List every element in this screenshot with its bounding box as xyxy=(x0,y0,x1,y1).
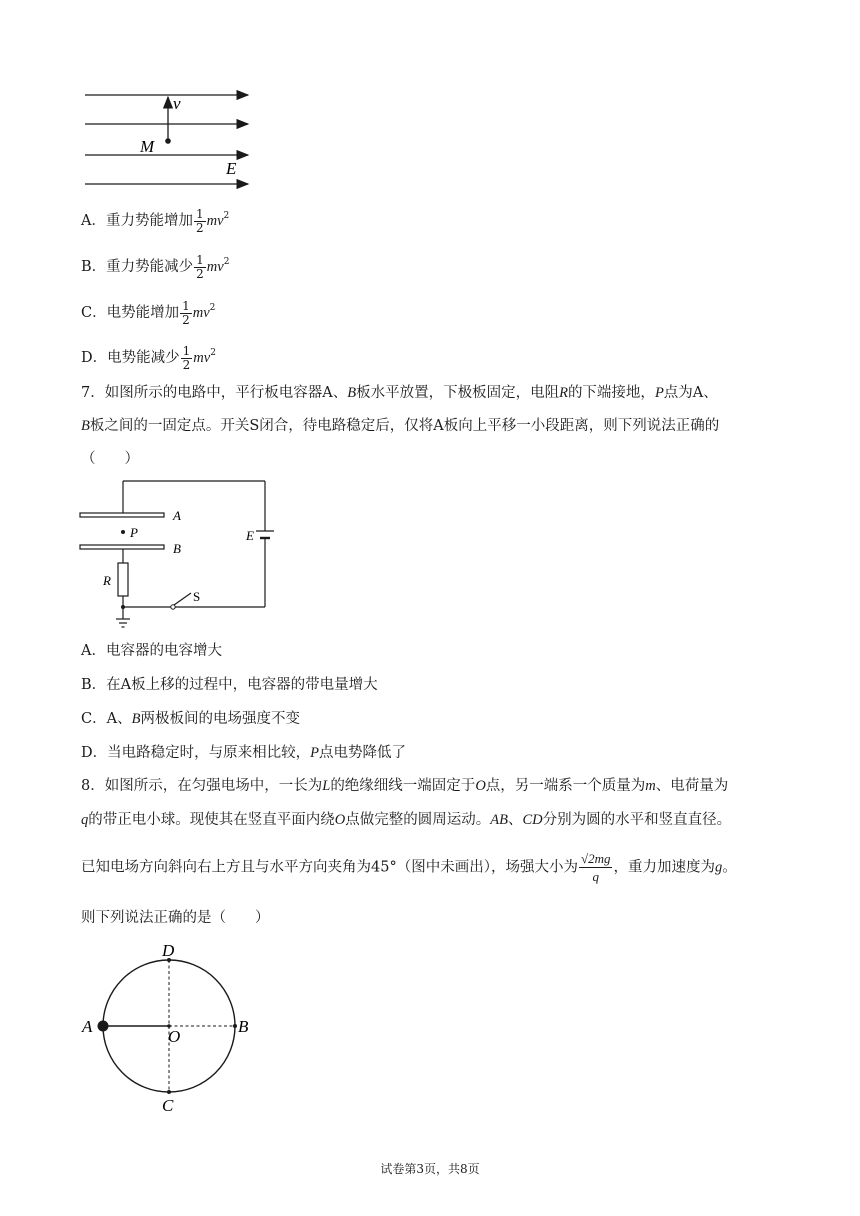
q8-stem-line4: 则下列说法正确的是（ ） xyxy=(81,910,270,926)
q8-stem-line1: 8．如图所示，在匀强电场中，一长为L的绝缘细线一端固定于O点，另一端系一个质量为m、电荷量为 xyxy=(81,778,729,794)
q7-stem-line2: B板之间的一固定点。开关S闭合，待电路稳定后，仅将A板向上平移一小段距离，则下列说法正确的 xyxy=(81,418,720,434)
q6-option-c: C．电势能增加 $\frac{1}{2}$ $mv^2$ xyxy=(81,298,216,327)
label-p: P xyxy=(130,525,138,540)
label-o: O xyxy=(168,1027,181,1046)
point-p xyxy=(121,530,125,534)
node xyxy=(121,605,125,609)
q7-option-b: B．在A板上移的过程中，电容器的带电量增大 xyxy=(81,677,378,693)
q7-answer-paren: （ ） xyxy=(81,451,139,467)
plate-b xyxy=(80,545,164,549)
label-v: v xyxy=(173,94,181,113)
field-figure-q6 xyxy=(80,88,260,193)
q6-option-d: D．电势能减少 $\frac{1}{2}$ $mv^2$ xyxy=(81,343,216,372)
point-m xyxy=(165,138,171,144)
switch-contact xyxy=(171,605,175,609)
label-r: R xyxy=(103,573,111,588)
label-a: A xyxy=(82,1017,93,1036)
switch-s xyxy=(174,593,191,605)
circle-figure-q8 xyxy=(80,940,265,1120)
q8-stem-line3: 已知电场方向斜向右上方且与水平方向夹角为45°（图中未画出），场强大小为 $\frac{√2mg}{q}$ ，重力加速度为g。 xyxy=(81,851,737,884)
label-a: A xyxy=(173,508,181,523)
circuit-figure-q7 xyxy=(78,475,278,635)
q7-option-a: A．电容器的电容增大 xyxy=(81,643,222,659)
label-b: B xyxy=(238,1017,249,1036)
q6-option-b: B．重力势能减少 $\frac{1}{2}$ $mv^2$ xyxy=(81,252,230,281)
point-b xyxy=(233,1024,237,1028)
label-b: B xyxy=(173,541,181,556)
label-m: M xyxy=(140,137,155,156)
q6-option-a: A．重力势能增加 $\frac{1}{2}$ $mv^2$ xyxy=(81,206,230,235)
resistor-r xyxy=(118,563,128,596)
q7-option-c: C．A、B两极板间的电场强度不变 xyxy=(81,711,300,727)
label-c: C xyxy=(162,1096,174,1115)
label-e: E xyxy=(226,159,237,178)
label-e: E xyxy=(246,528,254,543)
q7-option-d: D．当电路稳定时，与原来相比较，P点电势降低了 xyxy=(81,745,406,761)
ball xyxy=(98,1021,109,1032)
q7-stem-line1: 7．如图所示的电路中，平行板电容器A、B板水平放置，下极板固定，电阻R的下端接地，P点为A、 xyxy=(81,385,718,401)
q8-stem-line2: q的带正电小球。现使其在竖直平面内绕O点做完整的圆周运动。AB、CD分别为圆的水平和竖直直径。 xyxy=(81,812,732,828)
label-d: D xyxy=(162,941,175,960)
plate-a xyxy=(80,513,164,517)
label-s: S xyxy=(193,589,201,604)
page-footer: 试卷第3页，共8页 xyxy=(380,1162,480,1176)
point-c xyxy=(167,1090,171,1094)
